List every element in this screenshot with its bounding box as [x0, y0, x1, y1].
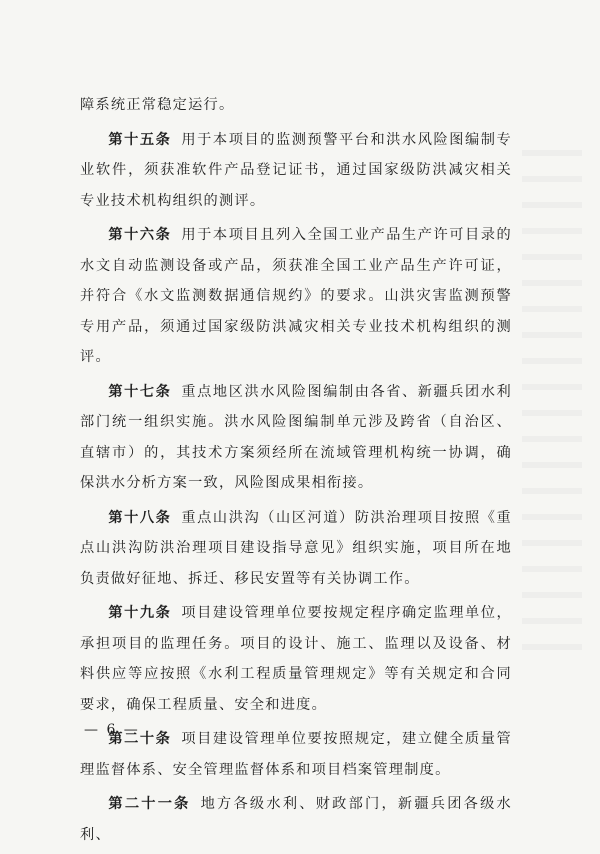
- paragraph-text: 障系统正常稳定运行。: [80, 97, 235, 113]
- paragraph-text: 项目建设管理单位要按规定程序确定监理单位，承担项目的监理任务。项目的设计、施工、监理以及设备、材料供应等应按照《水利工程质量管理规定》等有关规定和合同要求，确保工程质量、安全和进度。: [80, 605, 512, 713]
- article-heading: 第十五条: [108, 131, 172, 148]
- article-heading: 第十九条: [108, 605, 172, 621]
- article-19-paragraph: [80, 598, 512, 720]
- article-heading: 第二十一条: [108, 796, 191, 812]
- article-16-paragraph: [80, 220, 512, 373]
- paragraph-text: 用于本项目的监测预警平台和洪水风险图编制专业软件，须获准软件产品登记证书，通过国家级防洪减灾相关专业技术机构组织的测评。: [80, 131, 512, 209]
- article-15-paragraph: [80, 125, 512, 217]
- page-number: — 6 —: [84, 722, 140, 738]
- article-17-paragraph: [80, 377, 512, 499]
- paragraph-text: 用于本项目且列入全国工业产品生产许可目录的水文自动监测设备或产品，须获准全国工业产品生产许可证，并符合《水文监测数据通信规约》的要求。山洪灾害监测预警专用产品，须通过国家级防洪减灾相关专业技术机构组织的测评。: [80, 227, 512, 365]
- paragraph-text: 重点山洪沟（山区河道）防洪治理项目按照《重点山洪沟防洪治理项目建设指导意见》组织实施，项目所在地负责做好征地、拆迁、移民安置等有关协调工作。: [80, 509, 512, 587]
- document-body: [80, 90, 512, 854]
- article-heading: 第十六条: [108, 227, 172, 243]
- paragraph-text: 地方各级水利、财政部门，新疆兵团各级水利、: [80, 796, 512, 843]
- article-heading: 第二十条: [108, 731, 172, 747]
- article-heading: 第十七条: [108, 383, 172, 400]
- paragraph-text: 项目建设管理单位要按照规定，建立健全质量管理监督体系、安全管理监督体系和项目档案管理制度。: [80, 731, 512, 778]
- paragraph-text: 重点地区洪水风险图编制由各省、新疆兵团水利部门统一组织实施。洪水风险图编制单元涉及跨省（自治区、直辖市）的，其技术方案须经所在流域管理机构统一协调，确保洪水分析方案一致，风险图成果相衔接。: [80, 383, 512, 491]
- bleed-through-shadow: [522, 150, 582, 670]
- article-20-paragraph: [80, 724, 512, 785]
- article-heading: 第十八条: [108, 509, 172, 526]
- continuation-paragraph: [80, 90, 512, 121]
- article-21-paragraph: [80, 789, 512, 850]
- article-18-paragraph: [80, 503, 512, 595]
